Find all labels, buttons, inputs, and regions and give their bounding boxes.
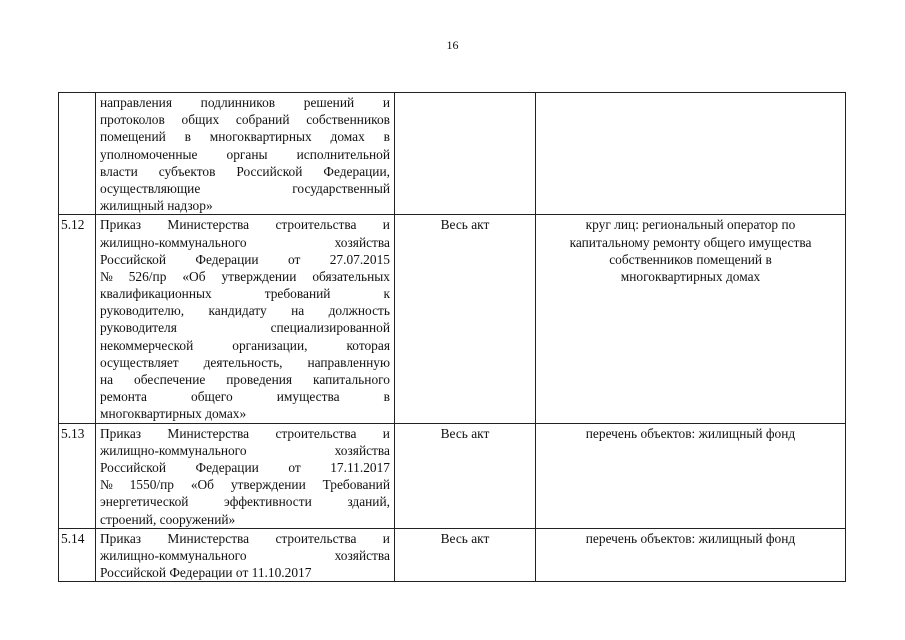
word: Приказ bbox=[100, 425, 142, 441]
row-number-cell: 5.12 bbox=[59, 215, 96, 423]
row-number-cell bbox=[59, 93, 96, 215]
scope-cell: Весь акт bbox=[395, 528, 536, 582]
note-line: перечень объектов: жилищный фонд bbox=[585, 425, 796, 441]
note-cell bbox=[536, 423, 846, 528]
word: руководителю, bbox=[100, 303, 185, 319]
word: субъектов bbox=[158, 163, 216, 179]
regulation-table bbox=[58, 92, 846, 582]
word: кандидату bbox=[208, 303, 267, 319]
word: многоквартирных bbox=[209, 129, 312, 145]
word: хозяйства bbox=[334, 442, 390, 458]
act-name-cell bbox=[96, 93, 395, 215]
word: осуществляет bbox=[100, 354, 179, 370]
act-name-cell bbox=[96, 423, 395, 528]
word: Приказ bbox=[100, 217, 142, 233]
word: органы bbox=[226, 146, 268, 162]
word: общего bbox=[191, 389, 233, 405]
word: которая bbox=[346, 337, 390, 353]
act-name-line bbox=[100, 319, 390, 336]
word: в bbox=[383, 129, 390, 145]
act-name-line bbox=[100, 268, 390, 285]
word: в bbox=[383, 389, 390, 405]
word: 27.07.2015 bbox=[329, 251, 390, 267]
word: собраний bbox=[235, 112, 290, 128]
word: Требований bbox=[322, 477, 390, 493]
act-name-line bbox=[100, 128, 390, 145]
act-name-line bbox=[100, 493, 390, 510]
scope-cell bbox=[395, 93, 536, 215]
word: хозяйства bbox=[334, 547, 390, 563]
word: Министерства bbox=[167, 425, 250, 441]
word: Федерации bbox=[195, 459, 259, 475]
table-row bbox=[59, 423, 846, 528]
word: и bbox=[382, 425, 390, 441]
act-name-line bbox=[100, 442, 390, 459]
word: решений bbox=[303, 95, 355, 110]
word: и bbox=[382, 530, 390, 546]
note-line: собственников помещений в bbox=[609, 251, 772, 267]
word: направления bbox=[100, 95, 173, 110]
word: на bbox=[291, 303, 305, 319]
word: осуществляющие bbox=[100, 180, 201, 196]
act-name-line bbox=[100, 146, 390, 163]
word: энергетической bbox=[100, 494, 189, 510]
act-name-line: жилищный надзор» bbox=[100, 198, 213, 214]
word: деятельность, bbox=[203, 354, 283, 370]
word: «Об bbox=[190, 477, 214, 493]
page-number: 16 bbox=[446, 38, 459, 52]
word: утверждении bbox=[230, 477, 306, 493]
word: домах bbox=[330, 129, 365, 145]
word: капитального bbox=[313, 372, 390, 387]
act-name-line bbox=[100, 216, 390, 233]
word: Российской bbox=[100, 459, 166, 475]
word: направленную bbox=[307, 354, 390, 370]
act-name-line: многоквартирных домах» bbox=[100, 406, 247, 422]
row-number-cell: 5.13 bbox=[59, 423, 96, 528]
word: Приказ bbox=[100, 530, 142, 546]
word: в bbox=[184, 129, 191, 145]
act-name-line bbox=[100, 94, 390, 111]
act-name-cell bbox=[96, 215, 395, 423]
note-line: перечень объектов: жилищный фонд bbox=[585, 530, 796, 546]
word: жилищно-коммунального bbox=[100, 442, 247, 458]
word: Министерства bbox=[167, 217, 250, 233]
word: зданий, bbox=[347, 494, 390, 510]
word: государственный bbox=[292, 180, 390, 196]
act-name-line bbox=[100, 530, 390, 547]
word: Российской bbox=[100, 251, 166, 267]
word: протоколов bbox=[100, 112, 165, 128]
note-line: круг лиц: региональный оператор по bbox=[585, 217, 796, 233]
note-cell bbox=[536, 215, 846, 423]
word: Министерства bbox=[167, 530, 250, 546]
act-name-line bbox=[100, 302, 390, 319]
word: организации, bbox=[232, 337, 308, 353]
word: и bbox=[382, 217, 390, 233]
word: строительства bbox=[275, 217, 357, 233]
word: утверждении bbox=[221, 268, 297, 284]
act-name-line bbox=[100, 337, 390, 354]
table-row bbox=[59, 528, 846, 582]
word: к bbox=[383, 286, 390, 302]
word: «Об bbox=[182, 268, 206, 284]
table-row bbox=[59, 215, 846, 423]
note-line: капитальному ремонту общего имущества bbox=[569, 234, 812, 250]
word: № bbox=[100, 268, 113, 284]
word: уполномоченные bbox=[100, 146, 198, 162]
act-name-line bbox=[100, 459, 390, 476]
word: обеспечение bbox=[134, 372, 206, 387]
act-name-cell bbox=[96, 528, 395, 582]
act-name-line bbox=[100, 180, 390, 197]
act-name-line bbox=[100, 371, 390, 388]
word: должность bbox=[328, 303, 390, 319]
word: исполнительной bbox=[296, 146, 390, 162]
word: жилищно-коммунального bbox=[100, 547, 247, 563]
word: власти bbox=[100, 163, 138, 179]
word: жилищно-коммунального bbox=[100, 234, 247, 250]
word: помещений bbox=[100, 129, 166, 145]
word: строительства bbox=[275, 425, 357, 441]
act-name-line bbox=[100, 547, 390, 564]
row-number-cell: 5.14 bbox=[59, 528, 96, 582]
word: Федерации, bbox=[323, 163, 390, 179]
word: квалификационных bbox=[100, 286, 212, 302]
word: ремонта bbox=[100, 389, 147, 405]
act-name-line bbox=[100, 111, 390, 128]
word: эффективности bbox=[224, 494, 312, 510]
act-name-line bbox=[100, 285, 390, 302]
table-row bbox=[59, 93, 846, 215]
word: Федерации bbox=[195, 251, 259, 267]
act-name-line bbox=[100, 234, 390, 251]
word: подлинников bbox=[200, 95, 276, 110]
word: общих bbox=[181, 112, 220, 128]
word: хозяйства bbox=[334, 234, 390, 250]
word: 17.11.2017 bbox=[330, 459, 390, 475]
act-name-line bbox=[100, 354, 390, 371]
act-name-line bbox=[100, 476, 390, 493]
word: и bbox=[382, 95, 390, 110]
scope-cell: Весь акт bbox=[395, 423, 536, 528]
word: проведения bbox=[226, 372, 293, 387]
word: требований bbox=[264, 286, 331, 302]
word: 1550/пр bbox=[129, 477, 174, 493]
note-line: многоквартирных домах bbox=[620, 268, 761, 284]
word: специализированной bbox=[270, 320, 390, 336]
word: руководителя bbox=[100, 320, 177, 336]
word: Российской bbox=[236, 163, 303, 179]
act-name-line bbox=[100, 388, 390, 405]
word: обязательных bbox=[312, 268, 390, 284]
note-cell bbox=[536, 93, 846, 215]
note-cell bbox=[536, 528, 846, 582]
word: от bbox=[287, 251, 301, 267]
word: на bbox=[100, 372, 114, 387]
word: строительства bbox=[275, 530, 357, 546]
word: от bbox=[288, 459, 301, 475]
act-name-line: строений, сооружений» bbox=[100, 511, 236, 527]
act-name-line bbox=[100, 425, 390, 442]
act-name-line bbox=[100, 251, 390, 268]
word: № bbox=[100, 477, 113, 493]
act-name-line bbox=[100, 163, 390, 180]
word: 526/пр bbox=[128, 268, 167, 284]
word: некоммерческой bbox=[100, 337, 194, 353]
word: имущества bbox=[276, 389, 340, 405]
word: собственников bbox=[306, 112, 390, 128]
scope-cell: Весь акт bbox=[395, 215, 536, 423]
act-name-line: Российской Федерации от 11.10.2017 bbox=[100, 565, 312, 581]
